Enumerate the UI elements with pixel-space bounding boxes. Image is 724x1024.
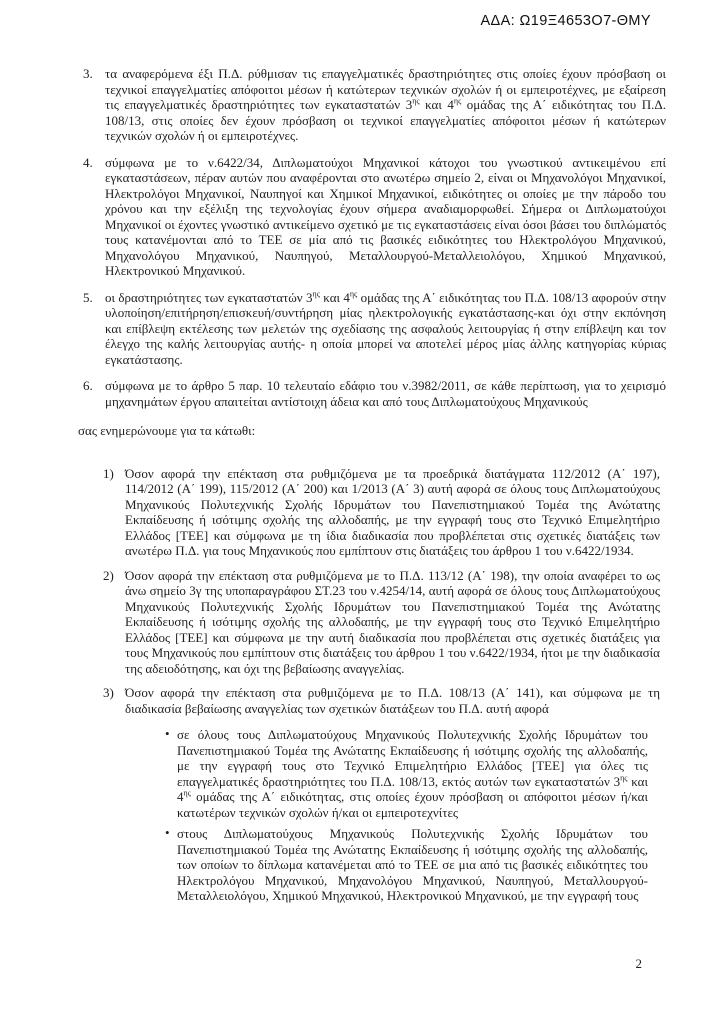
sub-numbered-list — [78, 466, 666, 904]
sub-item-2-marker: 2) — [103, 567, 114, 583]
sub-item-2 — [78, 568, 666, 677]
list-item-3 — [78, 66, 666, 144]
document-content — [78, 66, 666, 913]
main-numbered-list — [78, 66, 666, 409]
sub-item-3-text: Όσον αφορά την επέκταση στα ρυθμιζόμενα με το Π.Δ. 108/13 (Α΄ 141), και σύμφωνα με τη διαδικασία βεβαίωσης αναγγελίας των σχετικών διατάξεων του Π.Δ. αυτή αφορά — [125, 685, 660, 716]
sub-item-1 — [78, 466, 666, 559]
sub-item-3 — [78, 685, 666, 904]
list-item-3-text: τα αναφερόμενα έξι Π.Δ. ρύθμισαν τις επαγγελματικές δραστηριότητες στις οποίες έχουν πρόσβαση οι τεχνικοί επαγγελματίες απόφοιτοι μέσων ή κατώτερων τεχνικών σχολών ή οι εμπειροτέχνες, με εξαίρεση τις επαγγελματικές δραστηριότητες των εγκαταστατών $3^{\eta\varsigma}$ και $4^{\eta\varsigma}$ ομάδας της Α΄ ειδικότητας του Π.Δ. 108/13, στις οποίες δεν έχουν πρόσβαση οι τεχνικοί επαγγελματίες απόφοιτοι μέσων ή κατώτερων τεχνικών σχολών ή οι εμπειροτέχνες. — [105, 66, 666, 143]
sub-item-2-text: Όσον αφορά την επέκταση στα ρυθμιζόμενα με το Π.Δ. 113/12 (Α΄ 198), την οποία αναφέρει το ως άνω σημείο 3γ της υποπαραγράφου ΣΤ.23 του ν.4254/14, αυτή αφορά σε όλους τους Διπλωματούχους Μηχανικούς Πολυτεχνικής Σχολής Ιδρυμάτων του Πανεπιστημιακού Τομέα της Ανώτατης Εκπαίδευσης ή ισότιμης σχολής της αλλοδαπής, με την εγγραφή τους στο Τεχνικό Επιμελητήριο Ελλάδος [ΤΕΕ] και σύμφωνα με την αυτή διαδικασία που προβλέπεται στις σχετικές διατάξεις για τους Μηχανικούς που εμπίπτουν στις διατάξεις του άρθρου 1 του ν.6422/1934, ήτοι με την διαδικασία της αδειοδότησης, και όχι της βεβαίωσης αναγγελίας. — [125, 567, 660, 676]
intro-line: σας ενημερώνουμε για τα κάτωθι: — [78, 423, 256, 438]
bullet-item-2-text: στους Διπλωματούχους Μηχανικούς Πολυτεχνικής Σχολής Ιδρυμάτων του Πανεπιστημιακού Τομέα της Ανώτατης Εκπαίδευσης ή ισότιμης σχολής της αλλοδαπής, των οποίων το δίπλωμα κατανέμεται από το ΤΕΕ σε μια από τις βασικές ειδικότητες του Ηλεκτρολόγου Μηχανικού, Μηχανολόγου Μηχανικού, Ναυπηγού, Μεταλλουργού-Μεταλλειολόγου, Χημικού Μηχανικού, Ηλεκτρονικού Μηχανικού, με την εγγραφή τους — [177, 826, 648, 903]
sub-item-1-marker: 1) — [103, 465, 114, 481]
ada-code: ΑΔΑ: Ω19Ξ4653Ο7-ΘΜΥ — [480, 13, 651, 29]
list-item-3-marker: 3. — [83, 66, 93, 81]
list-item-6-marker: 6. — [83, 378, 93, 393]
bullet-icon: • — [165, 726, 170, 741]
list-item-4-marker: 4. — [83, 154, 93, 170]
list-item-4 — [78, 155, 666, 279]
list-item-5-marker: 5. — [83, 289, 93, 305]
bullet-item-2 — [125, 826, 660, 904]
sub-item-3-marker: 3) — [103, 685, 114, 700]
bullet-item-1 — [125, 727, 660, 820]
bullet-icon: • — [165, 825, 170, 840]
list-item-5-text: οι δραστηριότητες των εγκαταστατών $3^{\eta\varsigma}$ και $4^{\eta\varsigma}$ ομάδας της Α΄ ειδικότητας του Π.Δ. 108/13 αφορούν στην υλοποίηση/επιτήρηση/επισκευή/συντήρηση μίας ηλεκτρολογικής εγκατάστασης-και όχι στην εκπόνηση και επίβλεψη εκτέλεσης των μελετών της σχεδίασης της ασφαλούς λειτουργίας ή στην επίβλεψη και τον έλεγχο της καλής λειτουργίας αυτής- η οποία μπορεί να αποτελεί μέρος μίας άλλης κατηγορίας κύριας εγκατάστασης. — [105, 289, 666, 367]
bullet-item-1-text: σε όλους τους Διπλωματούχους Μηχανικούς Πολυτεχνικής Σχολής Ιδρυμάτων του Πανεπιστημιακού Τομέα της Ανώτατης Εκπαίδευσης ή ισότιμης σχολής της αλλοδαπής, με την εγγραφή τους στο Τεχνικό Επιμελητήριο Ελλάδος [ΤΕΕ] για όλες τις επαγγελματικές δραστηριότητες του Π.Δ. 108/13, εκτός αυτών των εγκαταστατών $3^{\eta\varsigma}$ και $4^{\eta\varsigma}$ ομάδας της Α΄ ειδικότητας, στις οποίες έχουν πρόσβαση οι απόφοιτοι μέσων ή/και κατωτέρων τεχνικών σχολών ή/και οι εμπειροτεχνίτες — [177, 727, 648, 820]
list-item-4-text: σύμφωνα με το ν.6422/34, Διπλωματούχοι Μηχανικοί κάτοχοι του γνωστικού αντικειμένου επί εγκαταστάσεων, πέραν αυτών που αναφέρονται στο ανωτέρω σημείο 2, είναι οι Μηχανολόγοι Μηχανικοί, Ηλεκτρολόγοι Μηχανικοί, Ναυπηγοί και Χημικοί Μηχανικοί, ειδικότητες οι οποίες με την πάροδο του χρόνου και την εξέλιξη της τεχνολογίας έχουν σήμερα αναδιαμορφωθεί. Σήμερα οι Διπλωματούχοι Μηχανικοί οι έχοντες γνωστικό αντικείμενο σχετικό με τις εγκαταστάσεις είναι όσοι βάσει του διπλώματός τους κατανέμονται από το ΤΕΕ σε μία από τις βασικές ειδικότητες του Ηλεκτρολόγου Μηχανικού, Μηχανολόγου Μηχανικού, Ναυπηγού, Μεταλλουργού-Μεταλλειολόγου, Χημικού Μηχανικού, Ηλεκτρονικού Μηχανικού. — [105, 154, 666, 278]
list-item-6-text: σύμφωνα με το άρθρο 5 παρ. 10 τελευταίο εδάφιο του ν.3982/2011, σε κάθε περίπτωση, για το χειρισμό μηχανημάτων έργου απαιτείται αντίστοιχη άδεια και από τους Διπλωματούχους Μηχανικούς — [105, 378, 666, 409]
list-item-5 — [78, 290, 666, 368]
page-number: 2 — [635, 956, 642, 971]
list-item-6 — [78, 378, 666, 409]
bullet-list — [125, 727, 660, 904]
sub-item-1-text: Όσον αφορά την επέκταση στα ρυθμιζόμενα με τα προεδρικά διατάγματα 112/2012 (Α΄ 197), 114/2012 (Α΄ 199), 115/2012 (Α΄ 200) και 1/2013 (Α΄ 3) αυτή αφορά σε όλους τους Διπλωματούχους Μηχανικούς Πολυτεχνικής Σχολής Ιδρυμάτων του Πανεπιστημιακού Τομέα της Ανώτατης Εκπαίδευσης ή ισότιμης σχολής της αλλοδαπής, με την εγγραφή τους στο Τεχνικό Επιμελητήριο Ελλάδος [ΤΕΕ] και σύμφωνα με τη ίδια διαδικασία που προβλέπεται στις σχετικές διατάξεις των ανωτέρω Π.Δ. για τους Μηχανικούς που εμπίπτουν στις διατάξεις του άρθρου 1 του ν.6422/1934. — [125, 465, 660, 558]
